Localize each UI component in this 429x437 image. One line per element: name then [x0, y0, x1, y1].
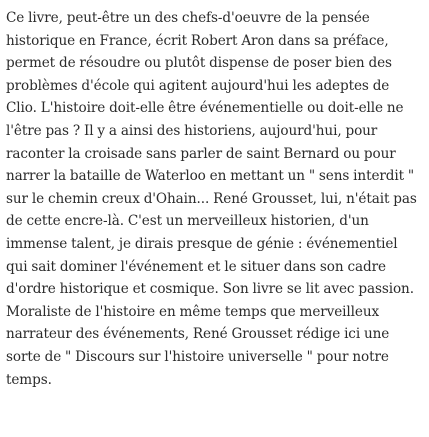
description-panel: [6, 7, 421, 391]
book-description-text: Ce livre, peut-être un des chefs-d'oeuvre de la pensée historique en France, écrit Robert Aron dans sa préface, permet de résoudre ou plutôt dispense de poser bien des problèmes d'école qui agitent aujourd'hui les adeptes de Clio. L'histoire doit-elle être événementielle ou doit-elle ne l'être pas ? Il y a ainsi des historiens, aujourd'hui, pour raconter la croisade sans parler de saint Bernard ou pour narrer la bataille de Waterloo en mettant un " sens interdit " sur le chemin creux d'Ohain... René Grousset, lui, n'était pas de cette encre-là. C'est un merveilleux historien, d'un immense talent, je dirais presque de génie : événementiel qui sait dominer l'événement et le situer dans son cadre d'ordre historique et cosmique. Son livre se lit avec passion. Moraliste de l'histoire en même temps que merveilleux narrateur des événements, René Grousset rédige ici une sorte de " Discours sur l'histoire universelle " pour notre temps.: [6, 10, 417, 388]
